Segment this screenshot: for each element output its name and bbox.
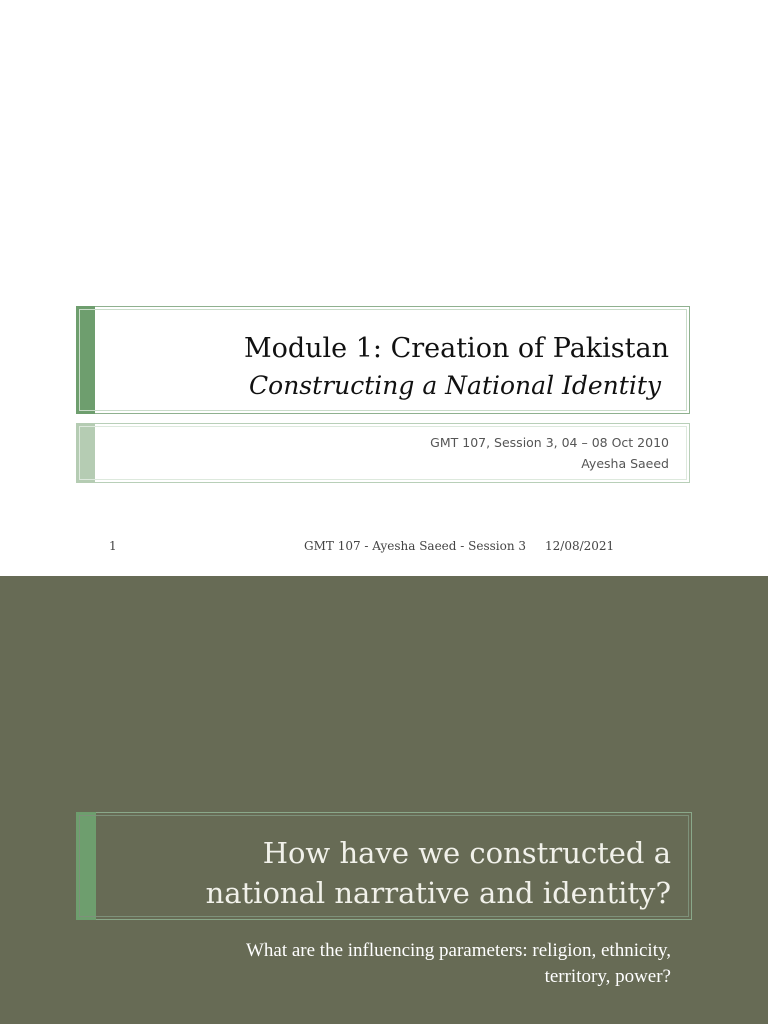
title-box: [76, 306, 690, 414]
heading-line-2: national narrative and identity?: [205, 876, 671, 910]
heading-line-1: How have we constructed a: [262, 836, 671, 870]
slide-number: 1: [109, 539, 117, 553]
body-line-1: What are the influencing parameters: religion, ethnicity,: [245, 940, 671, 961]
info-accent-bar: [76, 423, 95, 483]
slide-heading: [206, 833, 671, 913]
info-box: [76, 423, 690, 483]
slide-subtitle: Constructing a National Identity: [249, 371, 661, 400]
heading-box: [76, 812, 692, 920]
slide-title: Module 1: Creation of Pakistan: [243, 333, 669, 364]
footer-date: 12/08/2021: [545, 539, 615, 553]
session-info: GMT 107, Session 3, 04 – 08 Oct 2010: [430, 435, 669, 450]
author-name: Ayesha Saeed: [581, 456, 669, 471]
slide-2: [0, 576, 768, 1024]
heading-accent-bar: [76, 812, 96, 920]
slide-body: [246, 938, 671, 990]
footer-text: GMT 107 - Ayesha Saeed - Session 3: [304, 539, 527, 553]
title-accent-bar: [76, 306, 95, 414]
body-line-2: territory, power?: [544, 966, 671, 987]
